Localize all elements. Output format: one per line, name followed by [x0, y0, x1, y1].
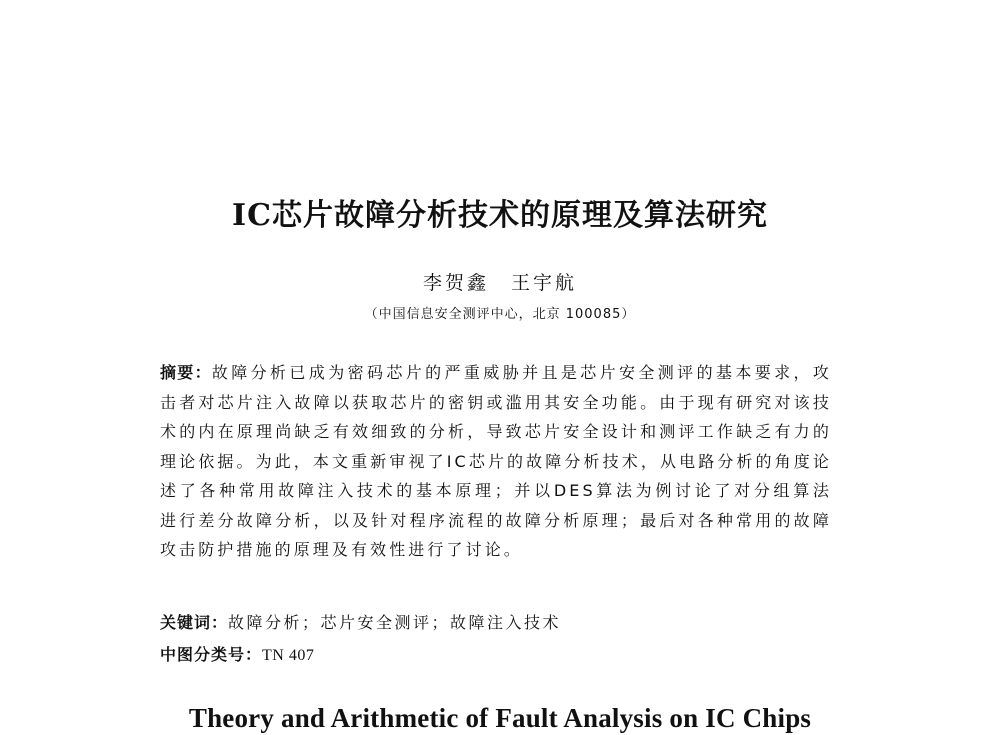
classification-label: 中图分类号： — [160, 645, 263, 664]
abstract — [160, 358, 832, 565]
classification-number — [160, 642, 314, 665]
paper-title-chinese: IC芯片故障分析技术的原理及算法研究 — [232, 198, 768, 233]
paper-title-english: Theory and Arithmetic of Fault Analysis on IC Chips — [188, 703, 812, 733]
author-list — [0, 268, 1000, 295]
keywords-text: 故障分析；芯片安全测评；故障注入技术 — [228, 613, 562, 632]
abstract-label: 摘要： — [160, 363, 212, 382]
abstract-text: 故障分析已成为密码芯片的严重威胁并且是芯片安全测评的基本要求，攻击者对芯片注入故障以获取芯片的密钥或滥用其安全功能。由于现有研究对该技术的内在原理尚缺乏有效细致的分析，导致芯片安全设计和测评工作缺乏有力的理论依据。为此，本文重新审视了IC芯片的故障分析技术，从电路分析的角度论述了各种常用故障注入技术的基本原理；并以DES算法为例讨论了对分组算法进行差分故障分析，以及针对程序流程的故障分析原理；最后对各种常用的故障攻击防护措施的原理及有效性进行了讨论。 — [160, 363, 832, 559]
keywords — [160, 610, 561, 633]
author-name: 王宇航 — [511, 272, 578, 294]
author-affiliation: （中国信息安全测评中心，北京 100085） — [364, 307, 636, 322]
keywords-label: 关键词： — [160, 613, 229, 632]
author-name: 李贺鑫 — [422, 272, 489, 294]
classification-value: TN 407 — [262, 647, 315, 664]
